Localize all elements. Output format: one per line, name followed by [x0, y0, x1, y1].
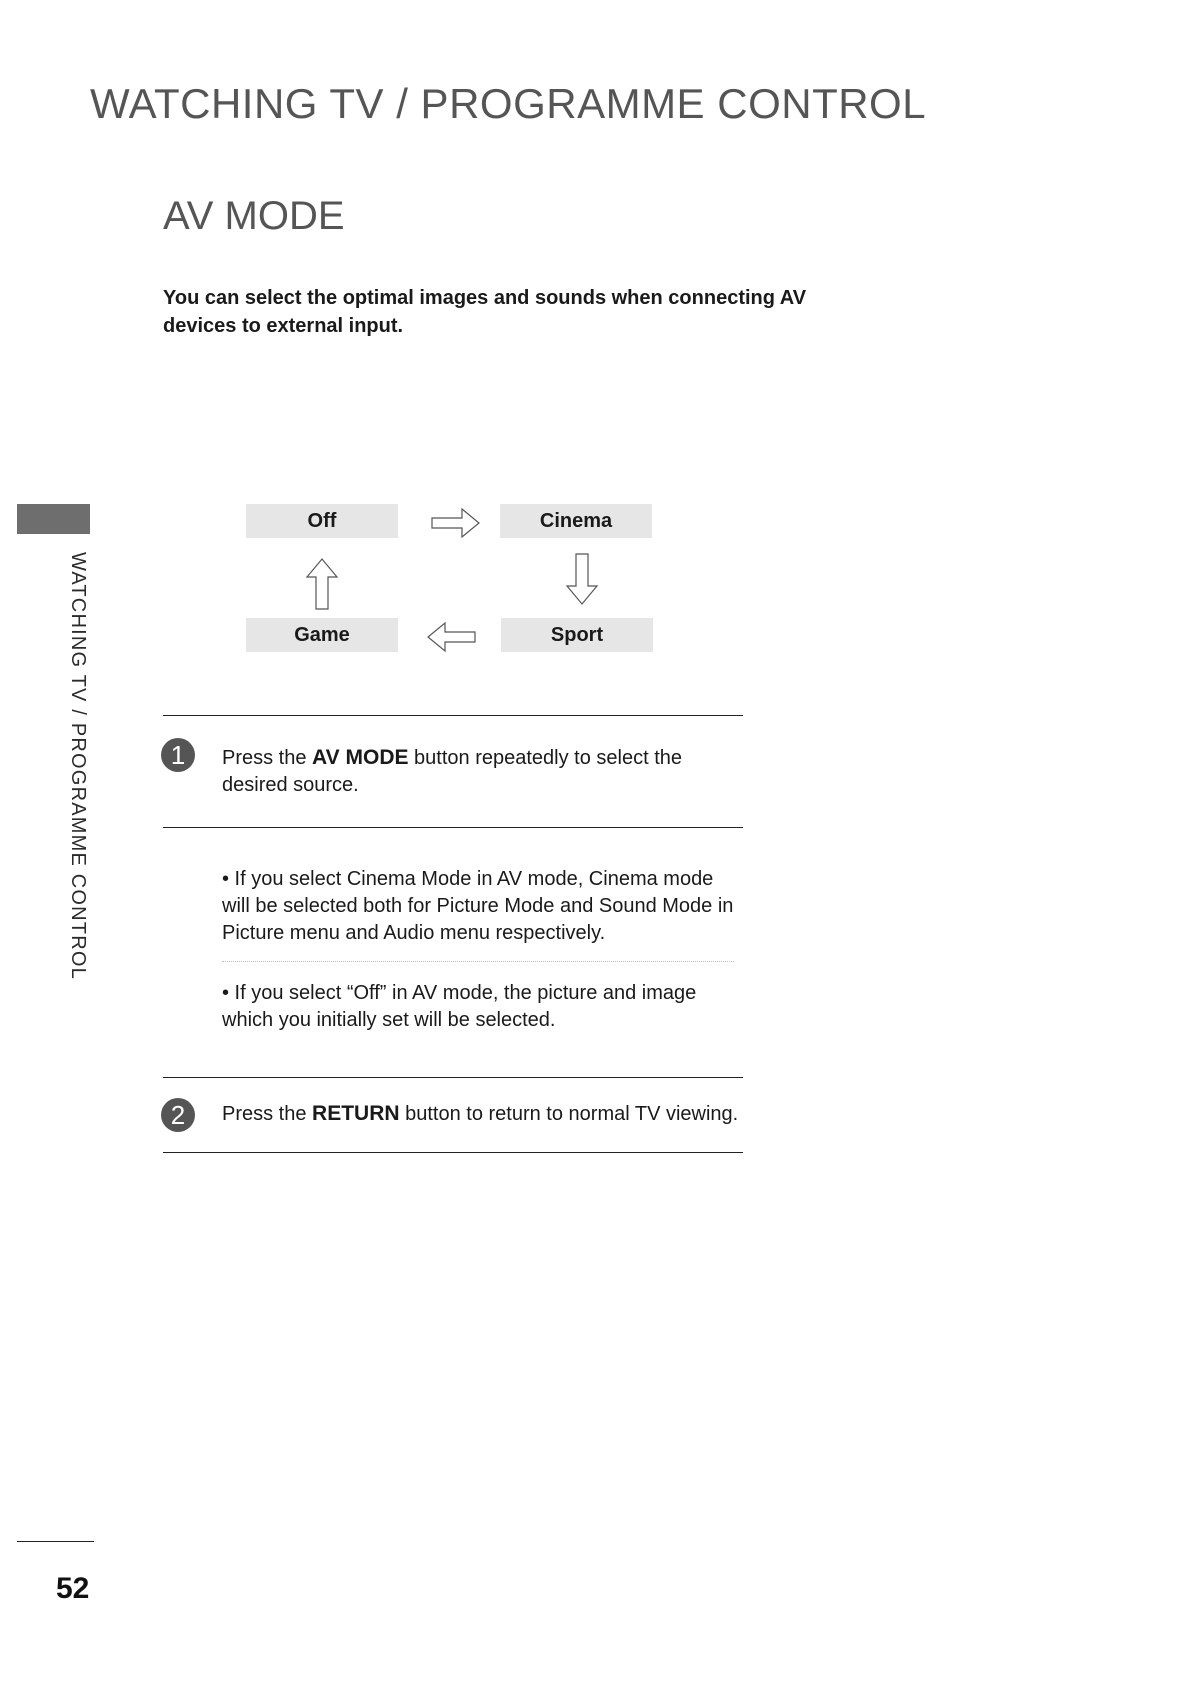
mode-box-game: Game: [246, 618, 398, 652]
step-number-badge: 1: [161, 738, 195, 772]
divider-rule: [163, 715, 743, 716]
divider-rule: [163, 827, 743, 828]
intro-paragraph: You can select the optimal images and sounds when connecting AV devices to external input.: [163, 287, 807, 337]
note-cinema-mode: • If you select Cinema Mode in AV mode, Cinema mode will be selected both for Picture Mode and Sound Mode in Picture menu and Audio menu respectively.: [222, 868, 734, 944]
side-tab-marker: [17, 504, 90, 534]
mode-box-cinema: Cinema: [500, 504, 652, 538]
side-tab-label: WATCHING TV / PROGRAMME CONTROL: [67, 552, 89, 980]
page-number: 52: [56, 1572, 90, 1605]
divider-rule: [163, 1077, 743, 1078]
step-number-badge: 2: [161, 1098, 195, 1132]
divider-rule: [163, 1152, 743, 1153]
note-off-mode: • If you select “Off” in AV mode, the picture and image which you initially set will be selected.: [222, 982, 697, 1031]
arrow-right-icon: [430, 506, 482, 540]
arrow-up-icon: [305, 557, 339, 611]
arrow-down-icon: [565, 552, 599, 606]
step-2-text: Press the RETURN button to return to normal TV viewing.: [222, 1102, 739, 1125]
page-heading: AV MODE: [163, 194, 345, 238]
arrow-left-icon: [425, 620, 477, 654]
mode-box-sport: Sport: [501, 618, 653, 652]
dotted-divider: [222, 961, 734, 962]
footer-rule: [17, 1541, 94, 1542]
mode-box-off: Off: [246, 504, 398, 538]
step-1-text: Press the AV MODE button repeatedly to select the desired source.: [222, 746, 683, 796]
section-title: WATCHING TV / PROGRAMME CONTROL: [90, 80, 927, 127]
